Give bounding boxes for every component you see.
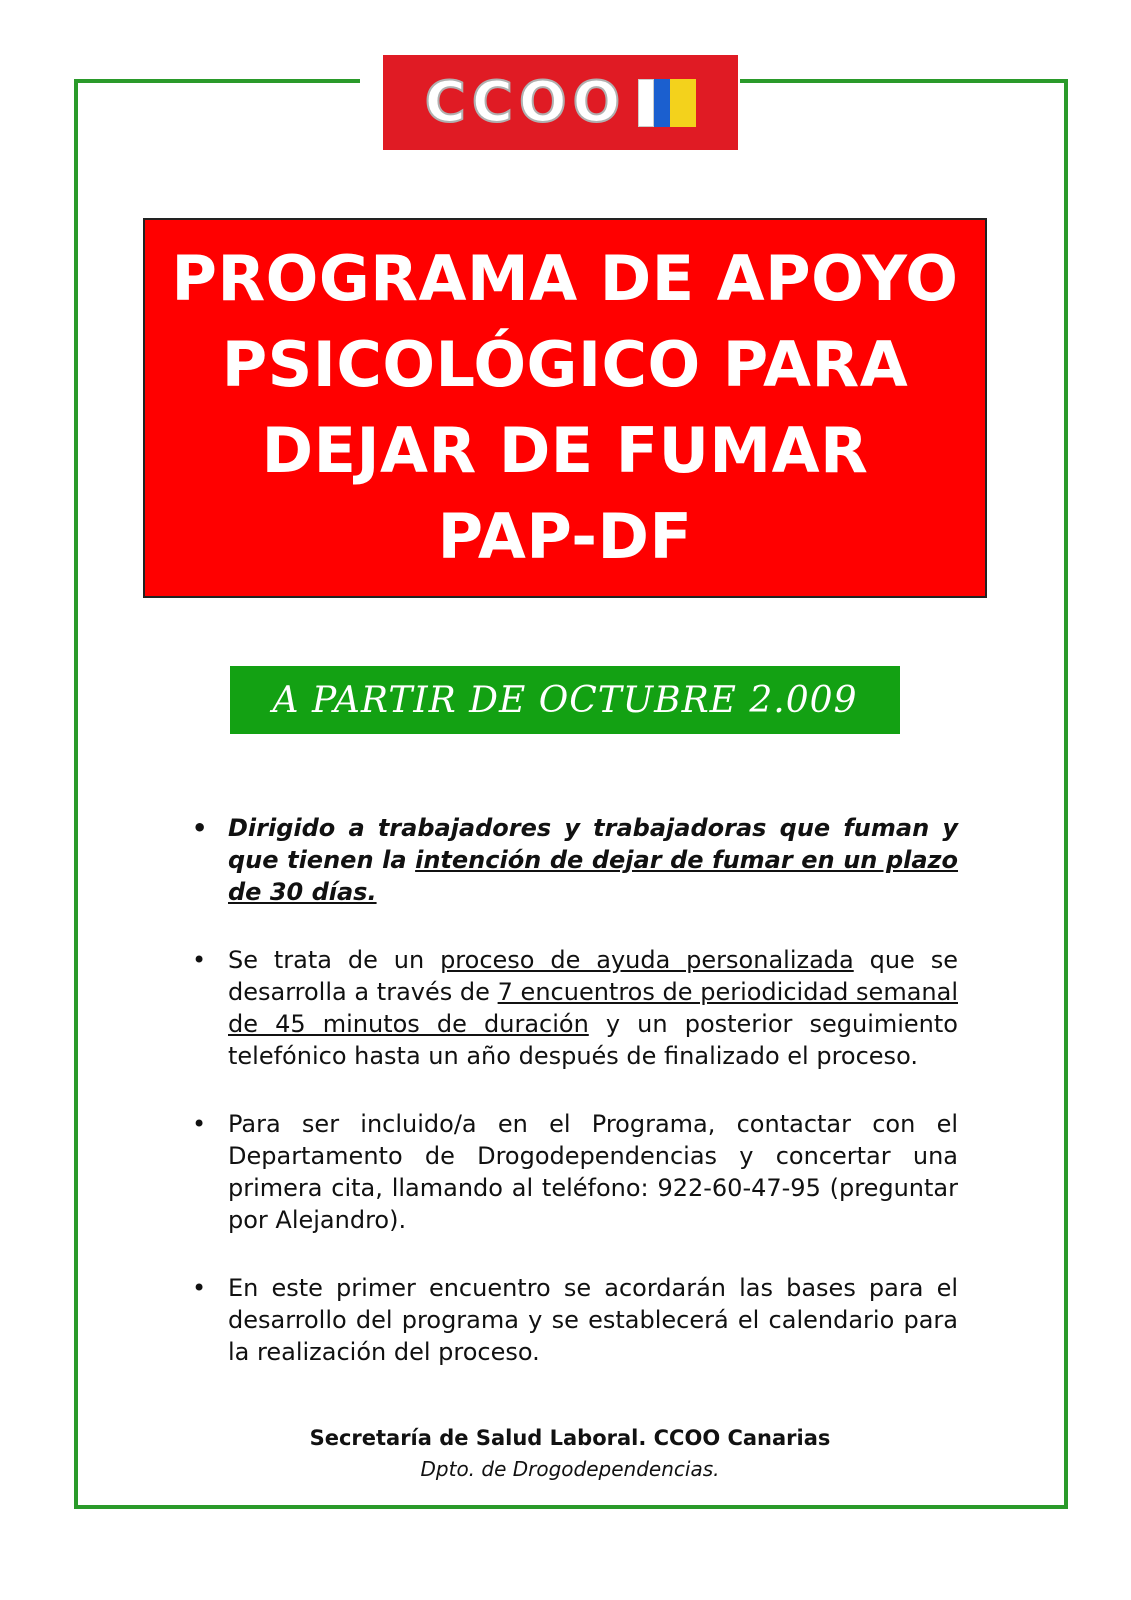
info-list: [190, 812, 958, 1404]
title-line-3: DEJAR DE FUMAR: [261, 414, 869, 487]
title-line-1: PROGRAMA DE APOYO: [171, 242, 959, 315]
title-line-2: PSICOLÓGICO PARA: [221, 328, 909, 401]
canarias-flag-icon: [638, 79, 696, 127]
page-title: [172, 236, 959, 580]
footer-organization: Secretaría de Salud Laboral. CCOO Canarias: [309, 1426, 831, 1450]
highlight-sessions: 7 encuentros de periodicidad semanal de 45 minutos de duración: [228, 978, 958, 1038]
list-item-process: • Se trata de un proceso de ayuda personalizada que se desarrolla a través de 7 encuentros de periodicidad semanal de 45 minutos de duración y un posterior seguimiento telefónico hasta un año después de finalizado el proceso.: [190, 944, 958, 1072]
date-banner: [230, 666, 900, 734]
ccoo-logo: [383, 55, 738, 150]
footer-department: Dpto. de Drogodependencias.: [420, 1457, 720, 1481]
highlight-personalized-help: proceso de ayuda personalizada: [440, 946, 854, 974]
list-item-contact: • Para ser incluido/a en el Programa, contactar con el Departamento de Drogodependencias y concertar una primera cita, llamando al teléfono: 922-60-47-95 (preguntar por Alejandro).: [190, 1108, 958, 1236]
title-line-4: PAP-DF: [437, 500, 693, 573]
date-banner-text: A PARTIR DE OCTUBRE 2.009: [272, 679, 858, 721]
list-item-target-audience: • Dirigido a trabajadores y trabajadoras que fuman y que tienen la intención de dejar de fumar en un plazo de 30 días.: [190, 812, 958, 908]
list-item-first-meeting: • En este primer encuentro se acordarán las bases para el desarrollo del programa y se establecerá el calendario para la realización del proceso.: [190, 1272, 958, 1368]
logo-text: CCOO: [424, 69, 627, 135]
highlight-intention: intención de dejar de fumar en un plazo de 30 días.: [228, 846, 959, 906]
title-banner: [143, 218, 987, 598]
